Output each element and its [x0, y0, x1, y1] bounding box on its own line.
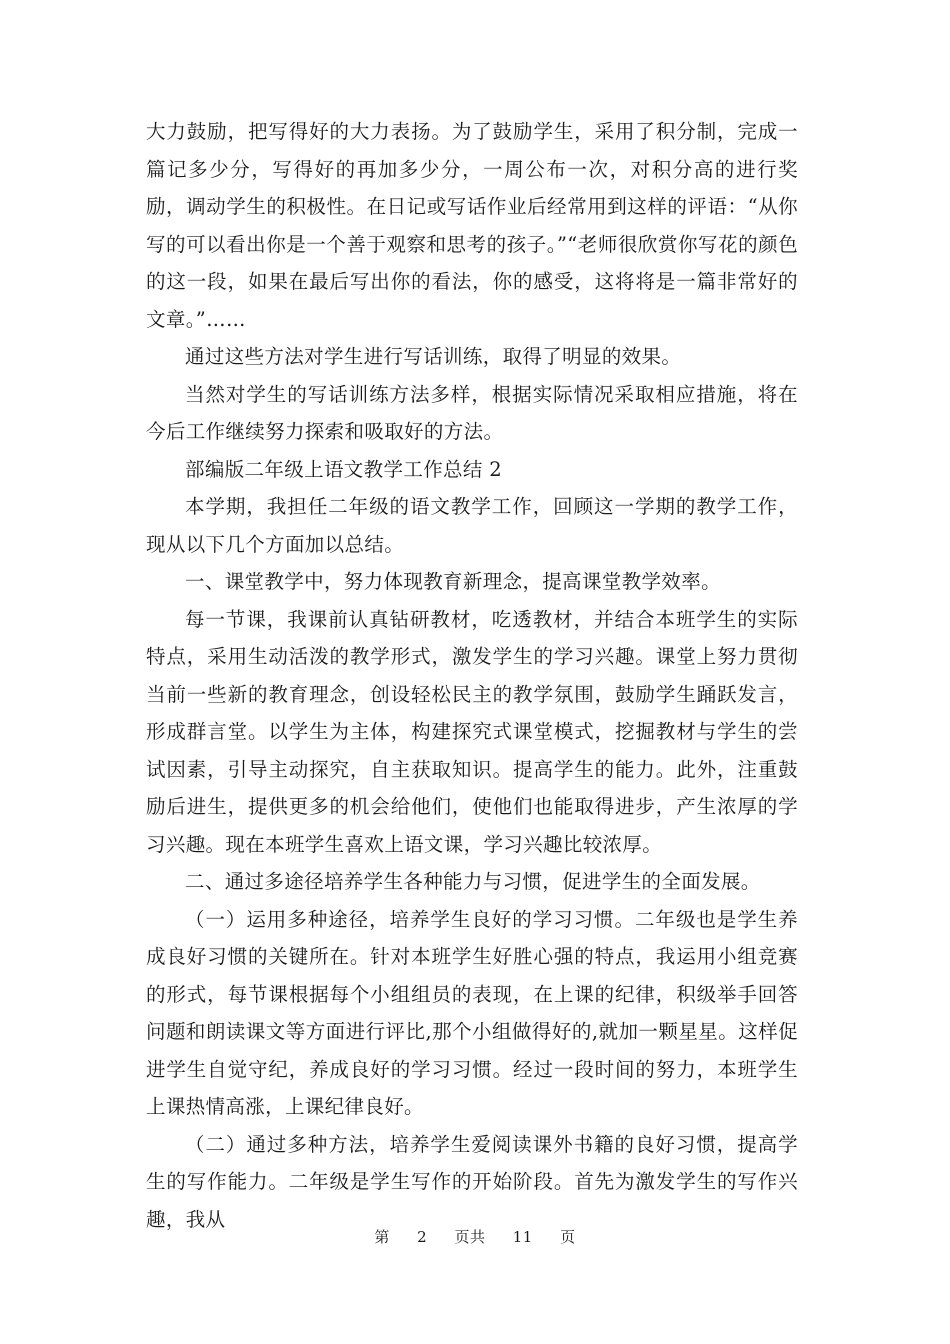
- footer-suffix: 页: [560, 1228, 576, 1246]
- footer-total-pages: 11: [512, 1228, 533, 1246]
- paragraph-9: （一）运用多种途径，培养学生良好的学习习惯。二年级也是学生养成良好习惯的关键所在。针对本班学生好胜心强的特点，我运用小组竞赛的形式，每节课根据每个小组组员的表现，在上课的纪律，积级举手回答问题和朗读课文等方面进行评比,那个小组做得好的,就加一颗星星。这样促进学生自觉守纪，养成良好的学习习惯。经过一段时间的努力，本班学生上课热情高涨，上课纪律良好。: [146, 907, 798, 1118]
- footer-middle: 页共: [454, 1228, 486, 1246]
- subheading-2: 二、通过多途径培养学生各种能力与习惯，促进学生的全面发展。: [185, 870, 761, 893]
- paragraph-1: 大力鼓励，把写得好的大力表扬。为了鼓励学生，采用了积分制，完成一篇记多少分，写得好的再加多少分，一周公布一次，对积分高的进行奖励，调动学生的积极性。在日记或写话作业后经常用到这样的评语：“从你写的可以看出你是一个善于观察和思考的孩子。”“老师很欣赏你写花的颜色的这一段，如果在最后写出你的看法，你的感受，这将将是一篇非常好的文章。”……: [146, 120, 798, 331]
- subheading-1: 一、课堂教学中，努力体现教育新理念，提高课堂教学效率。: [185, 570, 721, 593]
- document-body: [146, 113, 798, 1238]
- paragraph-7: 每一节课，我课前认真钻研教材，吃透教材，并结合本班学生的实际特点，采用生动活泼的教学形式，激发学生的学习兴趣。课堂上努力贯彻当前一些新的教育理念，创设轻松民主的教学氛围，鼓励学生踊跃发言，形成群言堂。以学生为主体，构建探究式课堂模式，挖掘教材与学生的尝试因素，引导主动探究，自主获取知识。提高学生的能力。此外，注重鼓励后进生，提供更多的机会给他们，使他们也能取得进步，产生浓厚的学习兴趣。现在本班学生喜欢上语文课，学习兴趣比较浓厚。: [146, 607, 798, 856]
- paragraph-5: 本学期，我担任二年级的语文教学工作，回顾这一学期的教学工作，现从以下几个方面加以总结。: [146, 495, 798, 556]
- paragraph-3: 当然对学生的写话训练方法多样，根据实际情况采取相应措施，将在今后工作继续努力探索和吸取好的方法。: [146, 382, 798, 443]
- paragraph-2: 通过这些方法对学生进行写话训练，取得了明显的效果。: [185, 345, 682, 368]
- footer-current-page: 2: [417, 1228, 428, 1246]
- section-heading: 部编版二年级上语文教学工作总结 2: [185, 457, 503, 481]
- paragraph-10: （二）通过多种方法，培养学生爱阅读课外书籍的良好习惯，提高学生的写作能力。二年级是学生写作的开始阶段。首先为激发学生的写作兴趣，我从: [146, 1132, 798, 1231]
- page-footer: [0, 1226, 950, 1247]
- footer-prefix: 第: [374, 1228, 390, 1246]
